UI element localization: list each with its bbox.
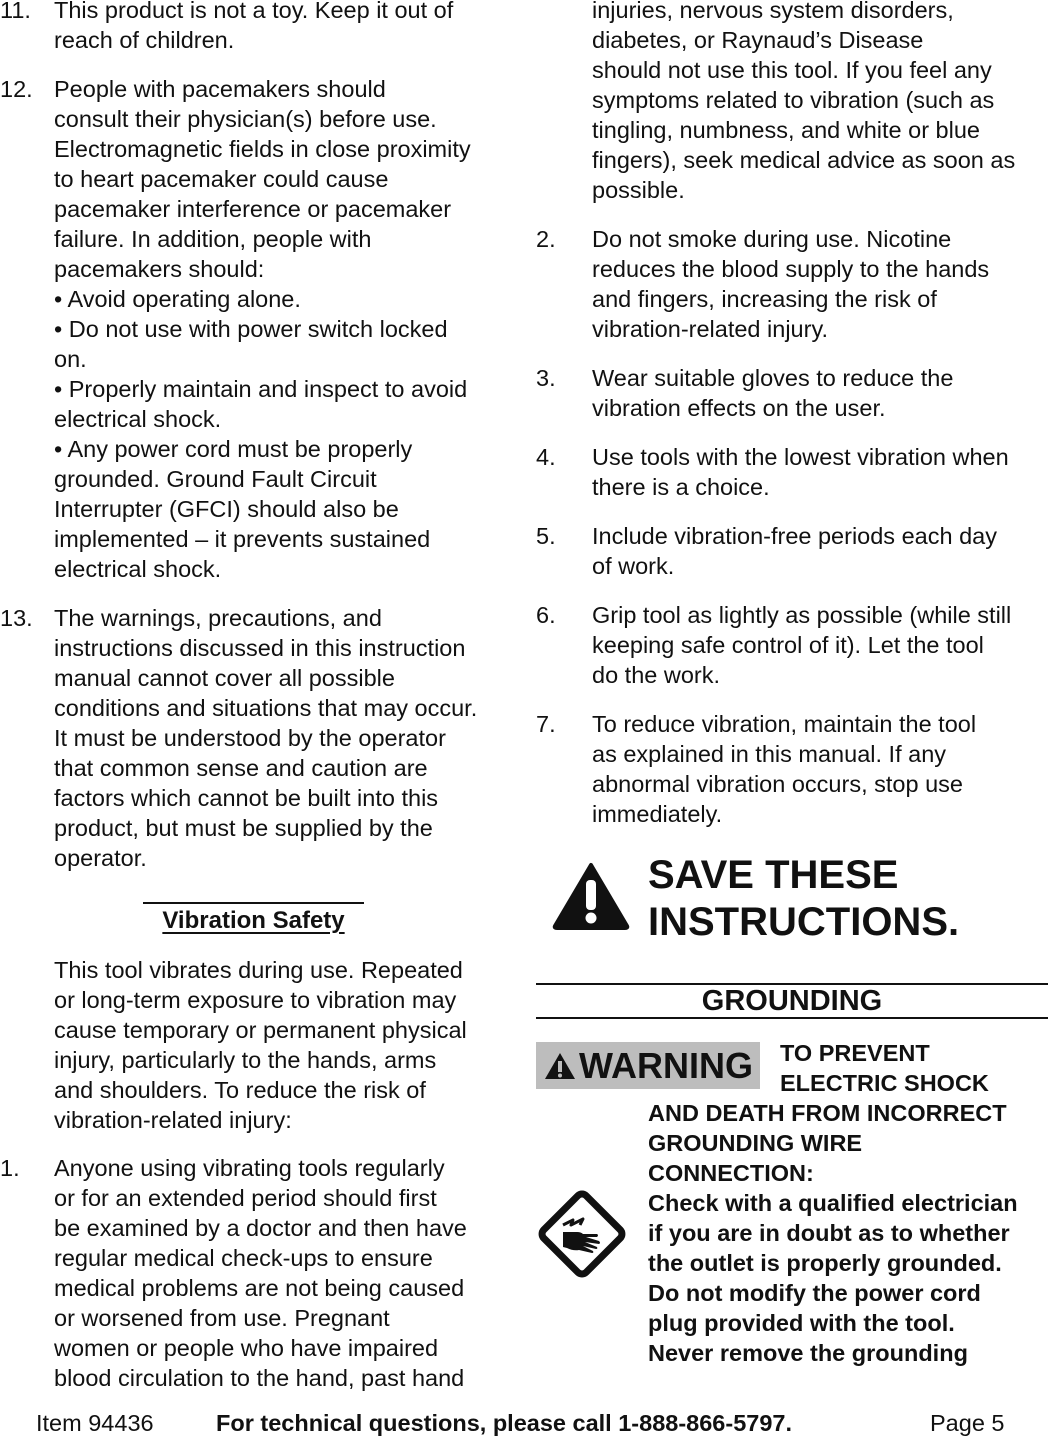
vibration-item-7 [536, 709, 1048, 829]
item-text [54, 1153, 510, 1393]
vibration-item-1-continued [592, 0, 1048, 205]
text-line: the outlet is properly grounded. [648, 1250, 1002, 1276]
grounding-heading: GROUNDING [536, 983, 1048, 1019]
text-line: • Do not use with power switch locked [54, 316, 448, 342]
warning-body [648, 1098, 1048, 1368]
item-number: 11. [0, 0, 31, 23]
warning-heading [780, 1038, 989, 1098]
text-line: Wear suitable gloves to reduce the [592, 365, 954, 391]
text-line: reduces the blood supply to the hands [592, 256, 990, 282]
list-item-11 [0, 0, 510, 55]
footer-technical-questions: For technical questions, please call 1-888-866-5797. [216, 1410, 793, 1436]
text-line: instructions discussed in this instruction [54, 635, 466, 661]
text-line: pacemakers should: [54, 256, 265, 282]
vibration-safety-heading: Vibration Safety [143, 902, 364, 936]
text-line: should not use this tool. If you feel any [592, 57, 992, 83]
text-line: grounded. Ground Fault Circuit [54, 466, 377, 492]
item-text [592, 521, 1048, 581]
text-line: vibration effects on the user. [592, 395, 886, 421]
text-line: that common sense and caution are [54, 755, 428, 781]
text-line: vibration-related injury. [592, 316, 828, 342]
warning-label: WARNING [579, 1045, 753, 1086]
text-line: It must be understood by the operator [54, 725, 446, 751]
item-number: 4. [536, 444, 556, 470]
text-line: Do not modify the power cord [648, 1280, 981, 1306]
vibration-item-2 [536, 224, 1048, 344]
text-line: if you are in doubt as to whether [648, 1220, 1010, 1246]
text-line: be examined by a doctor and then have [54, 1215, 467, 1241]
text-line: women or people who have impaired [54, 1335, 439, 1361]
text-line: tingling, numbness, and white or blue [592, 117, 980, 143]
text-line: diabetes, or Raynaud’s Disease [592, 27, 924, 53]
text-line: Grip tool as lightly as possible (while still [592, 602, 1012, 628]
text-line: AND DEATH FROM INCORRECT [648, 1100, 1007, 1126]
text-line: ELECTRIC SHOCK [780, 1070, 989, 1096]
text-line: Never remove the grounding [648, 1340, 968, 1366]
item-number: 1. [0, 1155, 20, 1181]
vibration-intro [54, 955, 510, 1135]
text-line: Interrupter (GFCI) should also be [54, 496, 399, 522]
text-line: of work. [592, 553, 675, 579]
vibration-item-6 [536, 600, 1048, 690]
item-number: 7. [536, 711, 556, 737]
text-line: Use tools with the lowest vibration when [592, 444, 1009, 470]
text-line: product, but must be supplied by the [54, 815, 433, 841]
text-line: manual cannot cover all possible [54, 665, 395, 691]
text-line: TO PREVENT [780, 1040, 930, 1066]
item-number: 12. [0, 76, 33, 102]
item-text [54, 74, 510, 584]
save-instructions-heading [648, 852, 959, 946]
text-line: as explained in this manual. If any [592, 741, 947, 767]
text-line: regular medical check-ups to ensure [54, 1245, 433, 1271]
item-text [592, 363, 1048, 423]
left-column [0, 0, 510, 873]
footer-page-number: Page 5 [930, 1410, 1005, 1436]
text-line: fingers), seek medical advice as soon as [592, 147, 1016, 173]
list-item-12 [0, 74, 510, 584]
text-line: • Properly maintain and inspect to avoid [54, 376, 468, 402]
item-number: 3. [536, 365, 556, 391]
text-line: SAVE THESE [648, 853, 899, 897]
text-line: immediately. [592, 801, 723, 827]
text-line: on. [54, 346, 87, 372]
text-line: electrical shock. [54, 556, 222, 582]
item-text [592, 442, 1048, 502]
text-line: reach of children. [54, 27, 235, 53]
item-text [592, 224, 1048, 344]
text-line: CONNECTION: [648, 1160, 814, 1186]
text-line: consult their physician(s) before use. [54, 106, 437, 132]
text-line: INSTRUCTIONS. [648, 900, 960, 944]
item-text [592, 600, 1048, 690]
text-line: and fingers, increasing the risk of [592, 286, 937, 312]
text-line: This tool vibrates during use. Repeated [54, 957, 463, 983]
text-line: To reduce vibration, maintain the tool [592, 711, 977, 737]
text-line: abnormal vibration occurs, stop use [592, 771, 963, 797]
text-line: cause temporary or permanent physical [54, 1017, 467, 1043]
text-line: there is a choice. [592, 474, 770, 500]
electric-shock-hand-icon [533, 1185, 631, 1283]
exclamation-triangle-icon [543, 1051, 577, 1081]
vibration-item-5 [536, 521, 1048, 581]
text-line: implemented – it prevents sustained [54, 526, 431, 552]
text-line: • Any power cord must be properly [54, 436, 413, 462]
text-line: People with pacemakers should [54, 76, 386, 102]
item-number: 6. [536, 602, 556, 628]
warning-badge [536, 1042, 760, 1089]
text-line: factors which cannot be built into this [54, 785, 439, 811]
text-line: blood circulation to the hand, past hand [54, 1365, 465, 1391]
text-line: Anyone using vibrating tools regularly [54, 1155, 445, 1181]
text-line: Check with a qualified electrician [648, 1190, 1018, 1216]
text-line: medical problems are not being caused [54, 1275, 465, 1301]
text-line: to heart pacemaker could cause [54, 166, 389, 192]
vibration-item-3 [536, 363, 1048, 423]
text-line: injury, particularly to the hands, arms [54, 1047, 437, 1073]
text-line: possible. [592, 177, 685, 203]
warning-triangle-icon [552, 862, 630, 930]
text-line: pacemaker interference or pacemaker [54, 196, 452, 222]
item-number: 13. [0, 605, 33, 631]
text-line: injuries, nervous system disorders, [592, 0, 954, 23]
text-line: vibration-related injury: [54, 1107, 292, 1133]
text-line: The warnings, precautions, and [54, 605, 382, 631]
footer-item-number: Item 94436 [36, 1410, 154, 1436]
text-line: keeping safe control of it). Let the tool [592, 632, 984, 658]
right-column [536, 0, 1048, 829]
item-text [54, 603, 510, 873]
text-line: electrical shock. [54, 406, 222, 432]
text-line: operator. [54, 845, 147, 871]
text-line: GROUNDING WIRE [648, 1130, 863, 1156]
item-text [592, 709, 1048, 829]
text-line: • Avoid operating alone. [54, 286, 301, 312]
text-line: Do not smoke during use. Nicotine [592, 226, 952, 252]
text-line: Include vibration-free periods each day [592, 523, 997, 549]
text-line: do the work. [592, 662, 721, 688]
text-line: or long-term exposure to vibration may [54, 987, 457, 1013]
list-item-13 [0, 603, 510, 873]
vibration-item-4 [536, 442, 1048, 502]
text-line: and shoulders. To reduce the risk of [54, 1077, 426, 1103]
text-line: plug provided with the tool. [648, 1310, 955, 1336]
item-number: 5. [536, 523, 556, 549]
item-number: 2. [536, 226, 556, 252]
text-line: symptoms related to vibration (such as [592, 87, 995, 113]
text-line: This product is not a toy. Keep it out of [54, 0, 454, 23]
text-line: or worsened from use. Pregnant [54, 1305, 390, 1331]
vibration-item-1 [0, 1153, 510, 1393]
text-line: or for an extended period should first [54, 1185, 437, 1211]
text-line: failure. In addition, people with [54, 226, 372, 252]
text-line: Electromagnetic fields in close proximity [54, 136, 471, 162]
text-line: conditions and situations that may occur. [54, 695, 478, 721]
item-text [54, 0, 510, 55]
